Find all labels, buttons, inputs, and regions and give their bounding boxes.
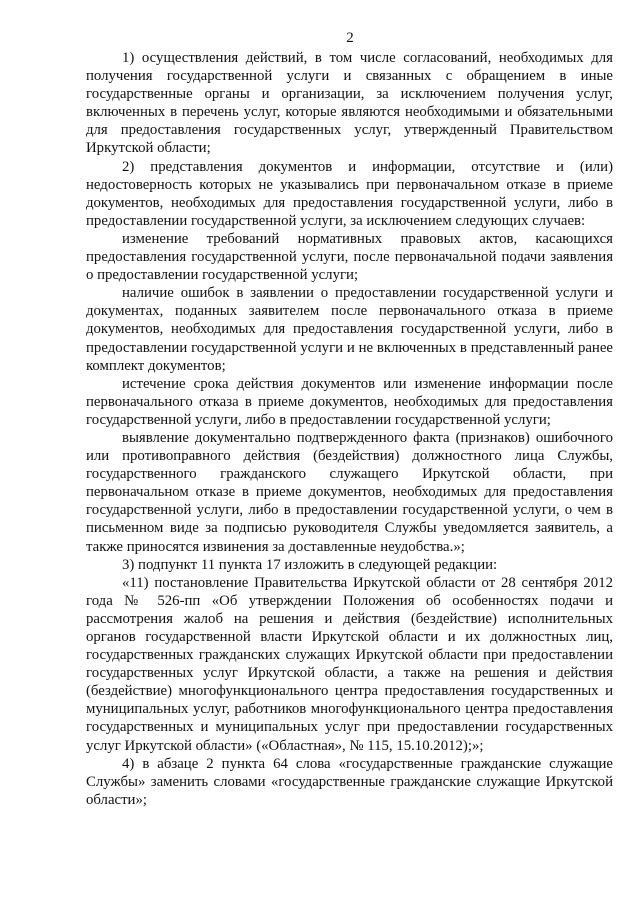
page-number: 2 [346,30,354,46]
paragraph-exception-4: выявление документально подтвержденного факта (признаков) ошибочного или противоправного действия (бездействия) должностного лица Службы, государственного гражданского служащего Иркутской области, при первоначальном отказе в приеме документов, необходимых для предоставления государственной услуги, либо в предоставлении государственной услуги, о чем в письменном виде за подписью руководителя Службы уведомляется заявитель, а также приносятся извинения за доставленные неудобства.»; [86,429,613,555]
paragraph-subitem-11: «11) постановление Правительства Иркутской области от 28 сентября 2012 года № 526-пп «Об утверждении Положения об особенностях подачи и рассмотрения жалоб на решения и действия (бездействие) исполнительных органов государственной власти Иркутской области и их должностных лиц, государственных гражданских служащих Иркутской области при предоставлении государственных услуг Иркутской области, а также на решения и действия (бездействие) многофункционального центра предоставления государственных и муниципальных услуг, работников многофункционального центра предоставления государственных и муниципальных услуг при предоставлении государственных услуг Иркутской области» («Областная», № 115, 15.10.2012);»; [86,574,613,754]
paragraph-exception-2: наличие ошибок в заявлении о предоставлении государственной услуги и документах, поданных заявителем после первоначального отказа в приеме документов, необходимых для предоставления государственной услуги, либо в предоставлении государственной услуги и не включенных в представленный ранее комплект документов; [86,285,613,374]
paragraph-item-4: 4) в абзаце 2 пункта 64 слова «государственные гражданские служащие Службы» заменить словами «государственные гражданские служащие Иркутской области»; [86,755,613,808]
paragraph-item-1: 1) осуществления действий, в том числе согласований, необходимых для получения государственной услуги и связанных с обращением в иные государственные органы и организации, за исключением получения услуг, включенных в перечень услуг, которые являются необходимыми и обязательными для предоставления государственных услуг, утвержденный Правительством Иркутской области; [86,50,613,157]
document-body [86,49,613,809]
paragraph-item-3: 3) подпункт 11 пункта 17 изложить в следующей редакции: [122,556,498,573]
paragraph-exception-3: истечение срока действия документов или изменение информации после первоначального отказа в приеме документов, необходимых для предоставления государственной услуги, либо в предоставлении государственной услуги; [86,375,613,428]
paragraph-exception-1: изменение требований нормативных правовых актов, касающихся предоставления государственной услуги, после первоначальной подачи заявления о предоставлении государственной услуги; [86,230,613,284]
paragraph-item-2: 2) представления документов и информации, отсутствие и (или) недостоверность которых не указывались при первоначальном отказе в приеме документов, необходимых для предоставления государственной услуги, либо в предоставлении государственной услуги, за исключением следующих случаев: [86,158,613,229]
